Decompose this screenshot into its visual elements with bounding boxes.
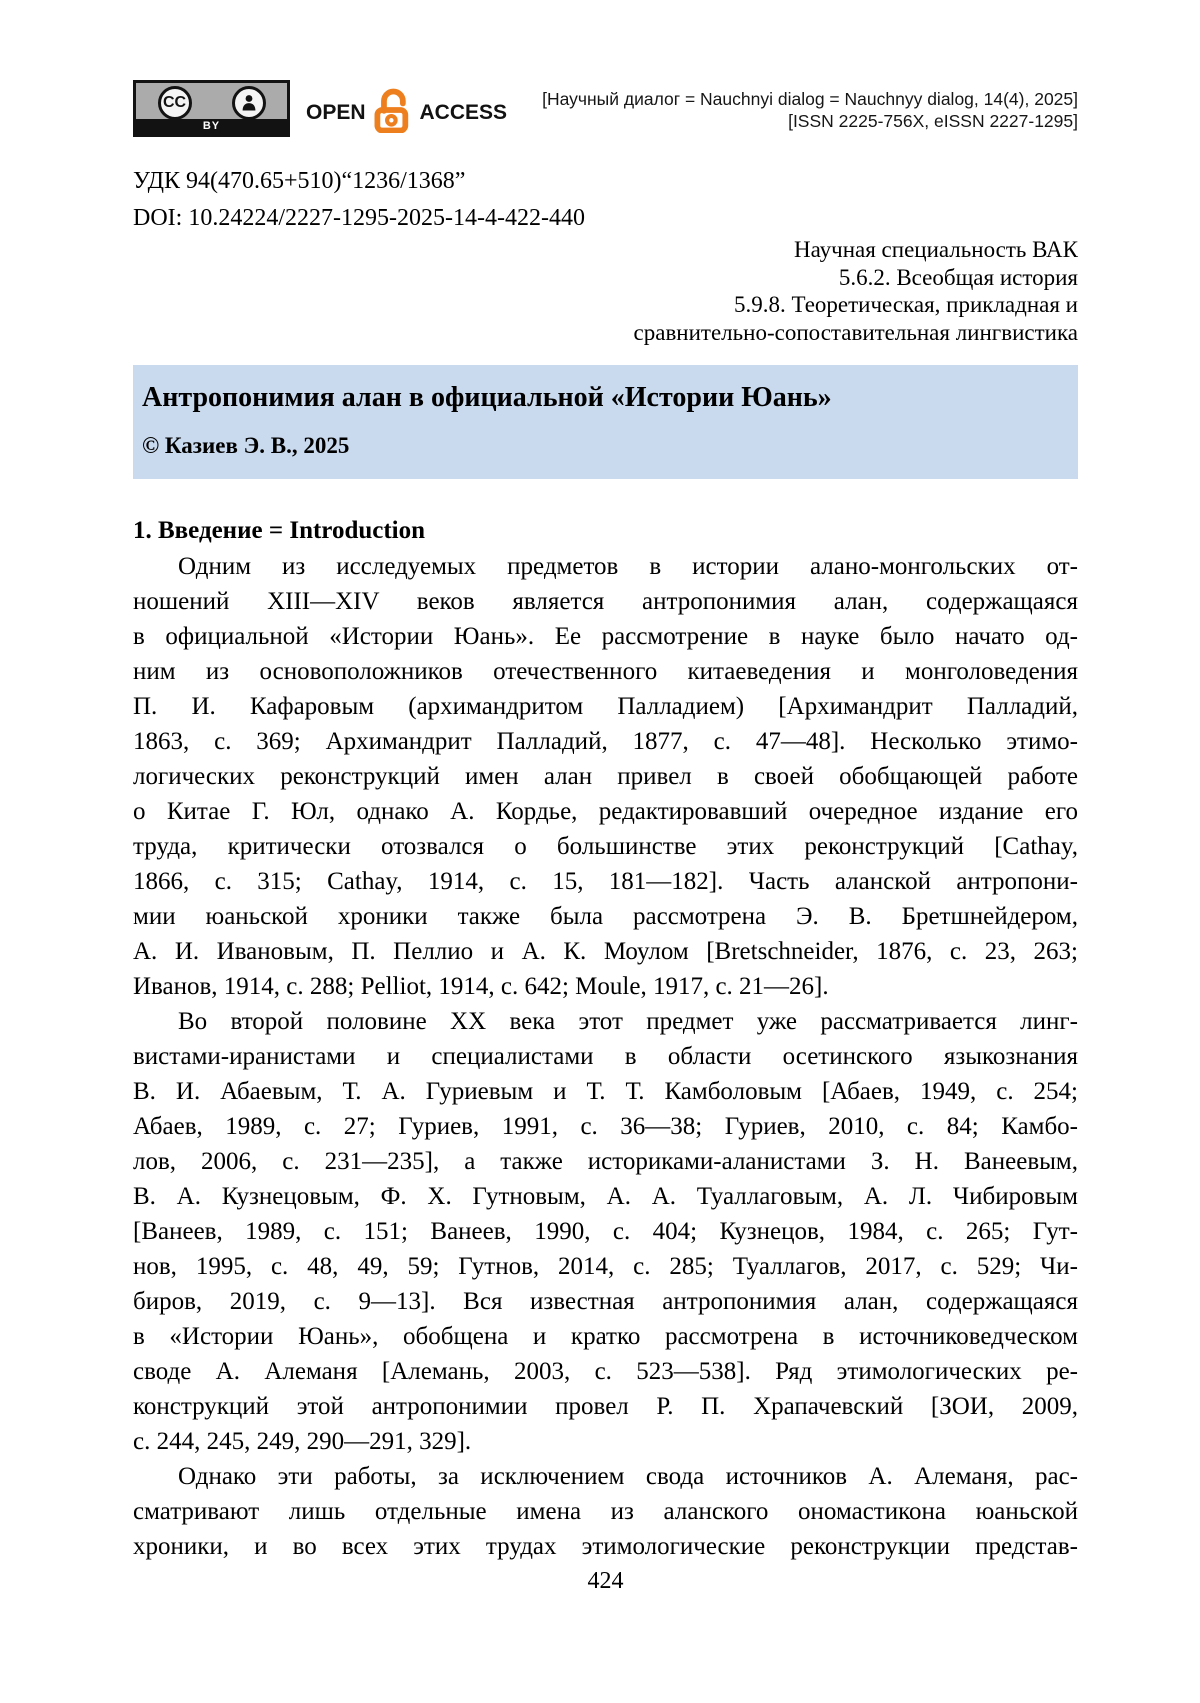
text-line: вистами-иранистами и специалистами в области осетинского языкознания bbox=[133, 1043, 1078, 1070]
text-line: о Китае Г. Юл, однако А. Кордье, редактировавший очередное издание его bbox=[133, 798, 1078, 825]
journal-info bbox=[542, 88, 1078, 132]
vak-line: Научная специальность ВАК bbox=[793, 237, 1078, 262]
journal-title-line: [Научный диалог = Nauchnyi dialog = Nauchnyy dialog, 14(4), 2025] bbox=[542, 89, 1078, 109]
cc-icon bbox=[158, 86, 192, 120]
text-line: труда, критически отозвался о большинстве этих реконструкций [Cathay, bbox=[133, 833, 1078, 860]
person-icon bbox=[232, 86, 266, 120]
open-access-logo bbox=[306, 90, 507, 136]
udk-line: УДК 94(470.65+510)“1236/1368” bbox=[133, 168, 466, 194]
vak-line: 5.9.8. Теоретическая, прикладная и bbox=[734, 292, 1078, 317]
cc-icon-label: CC bbox=[162, 94, 187, 111]
text-line: Одним из исследуемых предметов в истории алано-монгольских от- bbox=[178, 553, 1078, 580]
text-line: своде А. Алеманя [Алемань, 2003, с. 523—538]. Ряд этимологических ре- bbox=[133, 1358, 1078, 1385]
vak-speciality-block bbox=[634, 236, 1078, 346]
text-line: с. 244, 245, 249, 290—291, 329]. bbox=[133, 1428, 472, 1455]
text-line: конструкций этой антропонимии провел Р. П. Храпачевский [ЗОИ, 2009, bbox=[133, 1393, 1078, 1420]
text-line: 1863, с. 369; Архимандрит Палладий, 1877, с. 47—48]. Несколько этимо- bbox=[133, 728, 1078, 755]
section-heading: 1. Введение = Introduction bbox=[133, 517, 426, 544]
doi-line: DOI: 10.24224/2227-1295-2025-14-4-422-440 bbox=[133, 205, 585, 231]
vak-line: сравнительно-сопоставительная лингвистика bbox=[633, 319, 1078, 345]
text-line: 1866, с. 315; Cathay, 1914, с. 15, 181—182]. Часть аланской антропони- bbox=[133, 868, 1078, 895]
text-line: В. А. Кузнецовым, Ф. Х. Гутновым, А. А. Туаллаговым, А. Л. Чибировым bbox=[133, 1183, 1078, 1210]
text-line: логических реконструкций имен алан привел в своей обобщающей работе bbox=[133, 763, 1078, 790]
text-line: в официальной «Истории Юань». Ее рассмотрение в науке было начато од- bbox=[133, 623, 1078, 650]
text-line: А. И. Ивановым, П. Пеллио и А. К. Моулом [Bretschneider, 1876, с. 23, 263; bbox=[133, 938, 1078, 965]
text-line: хроники, и во всех этих трудах этимологические реконструкции представ- bbox=[133, 1533, 1078, 1560]
text-line: В. И. Абаевым, Т. А. Гуриевым и Т. Т. Камболовым [Абаев, 1949, с. 254; bbox=[133, 1078, 1078, 1105]
text-line: лов, 2006, с. 231—235], а также историками-аланистами З. Н. Ванеевым, bbox=[133, 1148, 1078, 1175]
vak-line: 5.6.2. Всеобщая история bbox=[838, 264, 1078, 290]
page-number: 424 bbox=[587, 1568, 624, 1594]
text-line: ним из основоположников отечественного китаеведения и монголоведения bbox=[133, 658, 1078, 685]
text-line: Однако эти работы, за исключением свода источников А. Алеманя, рас- bbox=[178, 1463, 1078, 1490]
text-line: [Ванеев, 1989, с. 151; Ванеев, 1990, с. 404; Кузнецов, 1984, с. 265; Гут- bbox=[133, 1218, 1078, 1245]
cc-by-license-badge bbox=[133, 80, 290, 137]
text-line: Иванов, 1914, с. 288; Pelliot, 1914, с. 642; Moule, 1917, с. 21—26]. bbox=[133, 973, 829, 1000]
article-title-box bbox=[133, 365, 1078, 479]
text-line: сматривают лишь отдельные имена из аланского ономастикона юаньской bbox=[133, 1498, 1078, 1525]
text-line: мии юаньской хроники также была рассмотрена Э. В. Бретшнейдером, bbox=[133, 903, 1078, 930]
text-line: нов, 1995, с. 48, 49, 59; Гутнов, 2014, с. 285; Туаллагов, 2017, с. 529; Чи- bbox=[133, 1253, 1078, 1280]
text-line: в «Истории Юань», обобщена и кратко рассмотрена в источниковедческом bbox=[133, 1323, 1078, 1350]
article-title: Антропонимия алан в официальной «Истории Юань» bbox=[142, 382, 832, 413]
copyright-line: © Казиев Э. В., 2025 bbox=[142, 433, 350, 458]
open-access-access-label: ACCESS bbox=[419, 101, 508, 124]
text-line: Во второй половине XX века этот предмет уже рассматривается линг- bbox=[178, 1008, 1078, 1035]
text-line: П. И. Кафаровым (архимандритом Палладием) [Архимандрит Палладий, bbox=[133, 693, 1078, 720]
text-line: Абаев, 1989, с. 27; Гуриев, 1991, с. 36—38; Гуриев, 2010, с. 84; Камбо- bbox=[133, 1113, 1078, 1140]
cc-by-label: BY bbox=[136, 119, 287, 134]
open-lock-icon bbox=[371, 87, 415, 139]
text-line: ношений XIII—XIV веков является антропонимия алан, содержащаяся bbox=[133, 588, 1078, 615]
journal-issn-line: [ISSN 2225-756X, eISSN 2227-1295] bbox=[788, 111, 1078, 131]
open-access-open-label: OPEN bbox=[306, 101, 366, 124]
text-line: биров, 2019, с. 9—13]. Вся известная антропонимия алан, содержащаяся bbox=[133, 1288, 1078, 1315]
article-body bbox=[133, 549, 1078, 1564]
